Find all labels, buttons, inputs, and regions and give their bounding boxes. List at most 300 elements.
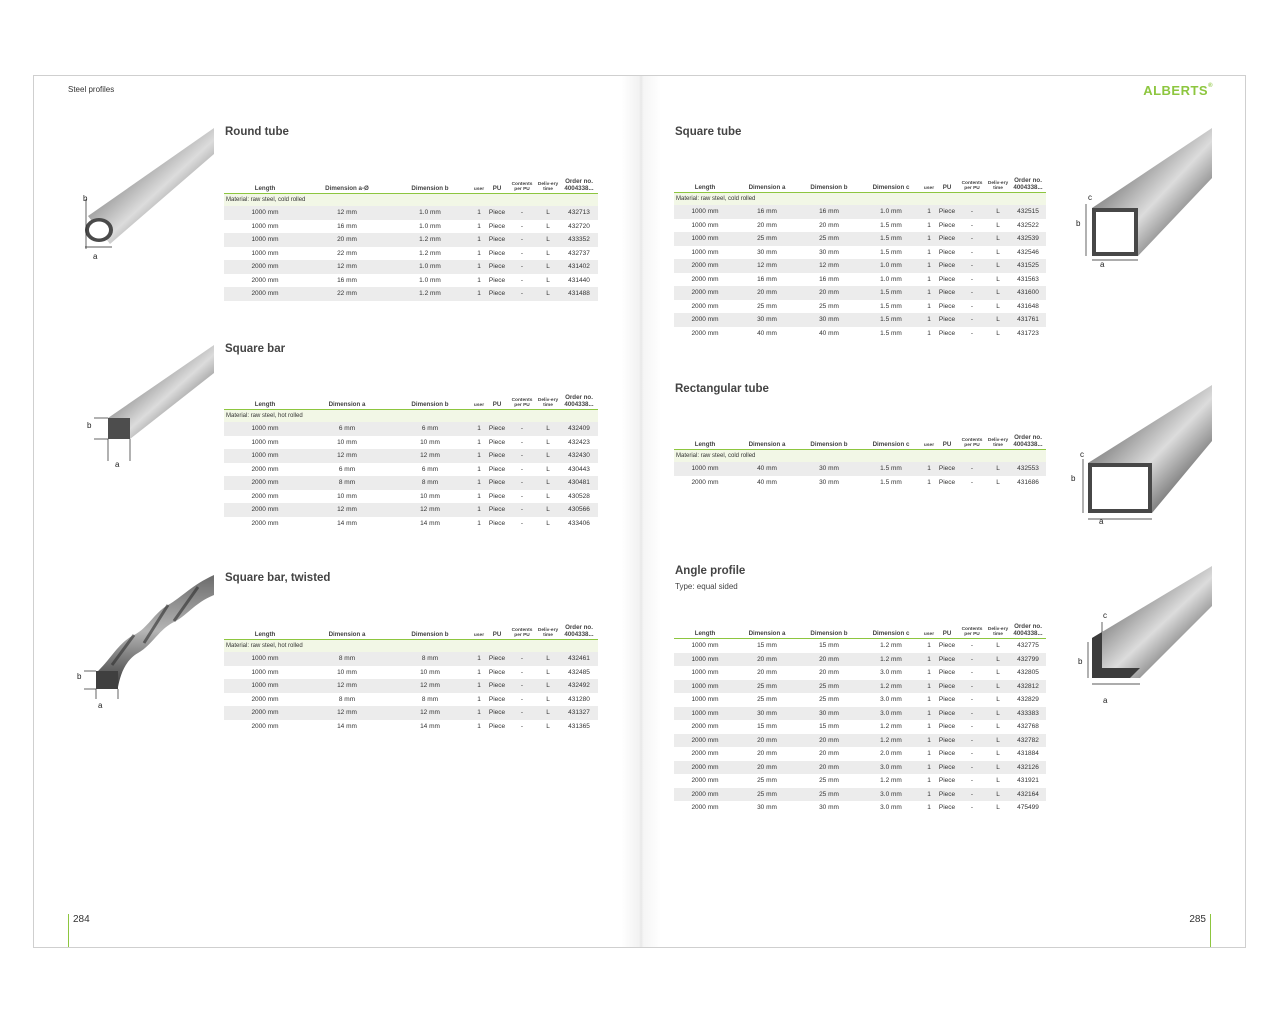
table-cell: 1	[922, 462, 936, 476]
table-cell: -	[508, 666, 536, 680]
square-tube-dim-a: a	[1100, 260, 1105, 269]
column-header-delivery: Deliv-ery time	[536, 179, 560, 194]
table-cell: L	[536, 679, 560, 693]
table-row	[224, 490, 598, 504]
table-cell: 12 mm	[798, 259, 860, 273]
table-cell: 1	[472, 449, 486, 463]
table-cell: Piece	[936, 761, 958, 775]
table-cell: 12 mm	[388, 679, 472, 693]
table-cell: -	[958, 327, 986, 341]
rectangular-tube-dim-b: b	[1071, 474, 1076, 483]
table-cell: 432782	[1010, 734, 1046, 748]
table-row	[674, 286, 1046, 300]
table-cell: L	[986, 205, 1010, 219]
table-cell: Piece	[486, 706, 508, 720]
table-cell: L	[536, 206, 560, 220]
table-cell: 1	[472, 247, 486, 261]
table-row	[224, 422, 598, 436]
table-cell: 1	[922, 219, 936, 233]
table-row	[674, 219, 1046, 233]
table-cell: -	[958, 653, 986, 667]
table-cell: -	[958, 734, 986, 748]
table-cell: 1000 mm	[674, 707, 736, 721]
table-cell: 2.0 mm	[860, 747, 922, 761]
table-cell: -	[958, 300, 986, 314]
table-cell: L	[986, 273, 1010, 287]
table-cell: 1.2 mm	[860, 653, 922, 667]
table-cell: L	[986, 232, 1010, 246]
table-cell: 1.0 mm	[860, 259, 922, 273]
table-cell: 1	[922, 653, 936, 667]
table-row	[224, 503, 598, 517]
table-cell: Piece	[486, 233, 508, 247]
table-cell: Piece	[936, 300, 958, 314]
round-tube-dim-b: b	[83, 194, 88, 203]
table-cell: 432713	[560, 206, 598, 220]
table-cell: 6 mm	[306, 422, 388, 436]
table-cell: 1	[922, 734, 936, 748]
table-cell: 30 mm	[736, 313, 798, 327]
table-row	[224, 260, 598, 274]
table-row	[674, 761, 1046, 775]
table-cell: Piece	[936, 707, 958, 721]
table-cell: 1	[922, 205, 936, 219]
rectangular-tube-dim-c: c	[1080, 450, 1084, 459]
table-cell: 1	[472, 652, 486, 666]
square-bar-table	[224, 395, 598, 530]
table-cell: Piece	[936, 219, 958, 233]
table-cell: Piece	[936, 680, 958, 694]
table-cell: Piece	[486, 503, 508, 517]
column-header-dim-a: Dimension a	[306, 395, 388, 410]
table-cell: -	[958, 788, 986, 802]
table-cell: 8 mm	[388, 652, 472, 666]
table-cell: 25 mm	[736, 680, 798, 694]
table-cell: -	[508, 503, 536, 517]
table-cell: -	[958, 313, 986, 327]
table-cell: 15 mm	[798, 639, 860, 653]
table-cell: 1	[922, 273, 936, 287]
table-cell: 433352	[560, 233, 598, 247]
table-cell: 12 mm	[736, 259, 798, 273]
table-cell: Piece	[936, 639, 958, 653]
table-cell: L	[986, 761, 1010, 775]
table-cell: 1	[922, 259, 936, 273]
table-cell: Piece	[936, 801, 958, 815]
square-tube-image	[1080, 126, 1214, 266]
table-cell: 14 mm	[388, 517, 472, 531]
rectangular-tube-table	[674, 435, 1046, 489]
table-cell: 22 mm	[306, 287, 388, 301]
table-cell: 432492	[560, 679, 598, 693]
column-header-dim-b: Dimension b	[388, 625, 472, 640]
table-cell: -	[508, 463, 536, 477]
column-header-length: Length	[224, 395, 306, 410]
table-row	[224, 693, 598, 707]
table-cell: 432768	[1010, 720, 1046, 734]
table-cell: Piece	[936, 286, 958, 300]
table-cell: L	[986, 300, 1010, 314]
table-cell: -	[508, 247, 536, 261]
table-cell: 30 mm	[798, 246, 860, 260]
table-cell: -	[958, 720, 986, 734]
table-cell: 431402	[560, 260, 598, 274]
table-cell: 25 mm	[736, 300, 798, 314]
table-cell: -	[508, 436, 536, 450]
table-cell: 1	[922, 246, 936, 260]
column-header-pu: PU	[936, 178, 958, 193]
table-cell: 2000 mm	[224, 706, 306, 720]
table-row	[674, 666, 1046, 680]
table-cell: 2000 mm	[224, 503, 306, 517]
table-cell: 431686	[1010, 476, 1046, 490]
table-cell: 432515	[1010, 205, 1046, 219]
table-cell: Piece	[936, 313, 958, 327]
table-cell: Piece	[486, 679, 508, 693]
table-cell: Piece	[936, 232, 958, 246]
column-header-pu: PU	[486, 179, 508, 194]
table-cell: L	[986, 639, 1010, 653]
table-cell: 1000 mm	[224, 206, 306, 220]
column-header-delivery: Deliv-ery time	[986, 435, 1010, 450]
table-cell: 1	[472, 422, 486, 436]
table-row	[224, 652, 598, 666]
table-cell: 1	[472, 206, 486, 220]
table-cell: 1.5 mm	[860, 286, 922, 300]
table-cell: 430566	[560, 503, 598, 517]
table-cell: 431280	[560, 693, 598, 707]
table-cell: 8 mm	[306, 476, 388, 490]
table-cell: 1	[922, 666, 936, 680]
table-cell: 16 mm	[306, 274, 388, 288]
table-cell: 1.2 mm	[860, 734, 922, 748]
table-cell: 2000 mm	[674, 720, 736, 734]
square-bar-title: Square bar	[225, 343, 286, 355]
table-row	[674, 788, 1046, 802]
table-cell: 1	[922, 300, 936, 314]
table-cell: Piece	[486, 720, 508, 734]
table-cell: L	[986, 219, 1010, 233]
table-cell: Piece	[936, 788, 958, 802]
table-cell: 432164	[1010, 788, 1046, 802]
table-cell: 1000 mm	[224, 422, 306, 436]
table-cell: -	[958, 693, 986, 707]
table-cell: 15 mm	[736, 720, 798, 734]
table-cell: 8 mm	[306, 652, 388, 666]
angle-profile-image	[1080, 566, 1214, 706]
column-header-pu: PU	[486, 625, 508, 640]
table-cell: 1	[472, 463, 486, 477]
table-cell: 12 mm	[306, 503, 388, 517]
table-cell: -	[958, 273, 986, 287]
table-cell: 1000 mm	[224, 652, 306, 666]
table-cell: L	[536, 220, 560, 234]
table-cell: L	[536, 490, 560, 504]
table-cell: 2000 mm	[224, 476, 306, 490]
table-cell: 1	[922, 747, 936, 761]
table-row	[674, 232, 1046, 246]
table-cell: -	[958, 462, 986, 476]
square-tube-material: Material: raw steel, cold rolled	[674, 193, 1046, 206]
table-cell: -	[508, 260, 536, 274]
table-cell: 30 mm	[798, 462, 860, 476]
table-cell: 1000 mm	[224, 436, 306, 450]
table-cell: 2000 mm	[674, 734, 736, 748]
table-cell: 431327	[560, 706, 598, 720]
table-cell: 1	[472, 666, 486, 680]
table-cell: Piece	[486, 666, 508, 680]
table-cell: 431884	[1010, 747, 1046, 761]
table-cell: 14 mm	[306, 517, 388, 531]
column-header-dim-b: Dimension b	[798, 178, 860, 193]
table-cell: 430443	[560, 463, 598, 477]
table-cell: 1.0 mm	[388, 220, 472, 234]
angle-profile-dim-a: a	[1103, 696, 1108, 705]
table-cell: 1000 mm	[224, 220, 306, 234]
table-cell: 20 mm	[736, 286, 798, 300]
table-cell: -	[508, 476, 536, 490]
table-cell: 3.0 mm	[860, 788, 922, 802]
table-cell: 3.0 mm	[860, 707, 922, 721]
table-cell: 1	[922, 693, 936, 707]
table-cell: 12 mm	[306, 706, 388, 720]
table-row	[674, 205, 1046, 219]
table-cell: 1000 mm	[224, 449, 306, 463]
table-cell: 1000 mm	[224, 233, 306, 247]
table-cell: 1.0 mm	[388, 206, 472, 220]
table-cell: 1	[472, 476, 486, 490]
table-cell: 20 mm	[736, 666, 798, 680]
column-header-order: Order no. 4004338...	[1010, 624, 1046, 639]
table-cell: 1000 mm	[674, 653, 736, 667]
table-cell: 1.5 mm	[860, 232, 922, 246]
table-row	[224, 247, 598, 261]
table-cell: 2000 mm	[674, 761, 736, 775]
table-cell: Piece	[936, 259, 958, 273]
table-cell: 431921	[1010, 774, 1046, 788]
table-cell: 10 mm	[388, 436, 472, 450]
table-cell: Piece	[486, 206, 508, 220]
table-cell: 1.2 mm	[860, 720, 922, 734]
table-cell: 1.0 mm	[860, 273, 922, 287]
column-header-unit: user	[472, 395, 486, 410]
square-bar-dim-b: b	[87, 421, 92, 430]
table-row	[674, 246, 1046, 260]
table-cell: 1	[472, 287, 486, 301]
rectangular-tube-dim-a: a	[1099, 517, 1104, 526]
table-cell: L	[986, 286, 1010, 300]
table-cell: 432546	[1010, 246, 1046, 260]
table-cell: 431723	[1010, 327, 1046, 341]
table-row	[674, 734, 1046, 748]
table-row	[674, 693, 1046, 707]
table-cell: 25 mm	[798, 788, 860, 802]
table-cell: 15 mm	[798, 720, 860, 734]
table-cell: 1000 mm	[674, 693, 736, 707]
table-cell: 8 mm	[388, 693, 472, 707]
table-cell: 2000 mm	[674, 788, 736, 802]
table-cell: 432805	[1010, 666, 1046, 680]
table-cell: 2000 mm	[674, 300, 736, 314]
table-row	[674, 300, 1046, 314]
table-cell: 3.0 mm	[860, 666, 922, 680]
table-cell: L	[986, 707, 1010, 721]
table-cell: -	[958, 680, 986, 694]
column-header-dim-c: Dimension c	[860, 624, 922, 639]
column-header-order: Order no. 4004338...	[560, 179, 598, 194]
round-tube-dim-a: a	[93, 252, 98, 261]
column-header-order: Order no. 4004338...	[560, 395, 598, 410]
table-cell: 1.2 mm	[388, 247, 472, 261]
table-cell: 431440	[560, 274, 598, 288]
table-cell: Piece	[936, 205, 958, 219]
table-cell: 1	[472, 679, 486, 693]
table-row	[674, 639, 1046, 653]
round-tube-title: Round tube	[225, 126, 289, 138]
table-cell: 1	[472, 274, 486, 288]
column-header-length: Length	[674, 624, 736, 639]
table-cell: -	[958, 246, 986, 260]
table-cell: -	[508, 720, 536, 734]
round-tube-image	[82, 126, 217, 266]
table-cell: 20 mm	[736, 653, 798, 667]
table-cell: L	[536, 463, 560, 477]
table-cell: 12 mm	[388, 503, 472, 517]
table-cell: 16 mm	[736, 205, 798, 219]
table-cell: 30 mm	[736, 707, 798, 721]
page-number-left: 284	[68, 914, 94, 947]
table-cell: 40 mm	[798, 327, 860, 341]
table-cell: 25 mm	[736, 693, 798, 707]
table-cell: L	[986, 313, 1010, 327]
table-row	[674, 707, 1046, 721]
table-cell: Piece	[486, 247, 508, 261]
square-bar-twisted-image	[82, 573, 216, 707]
round-tube-table	[224, 179, 598, 301]
table-cell: Piece	[486, 220, 508, 234]
square-bar-material: Material: raw steel, hot rolled	[224, 410, 598, 423]
table-row	[674, 653, 1046, 667]
table-row	[674, 774, 1046, 788]
table-cell: -	[508, 449, 536, 463]
table-cell: 1	[472, 517, 486, 531]
table-cell: L	[986, 680, 1010, 694]
table-cell: 430481	[560, 476, 598, 490]
table-cell: 30 mm	[798, 707, 860, 721]
table-cell: 2000 mm	[674, 476, 736, 490]
table-cell: 1000 mm	[224, 247, 306, 261]
column-header-contents: Contents per PU	[958, 435, 986, 450]
angle-profile-dim-b: b	[1078, 657, 1083, 666]
table-row	[674, 801, 1046, 815]
rectangular-tube-material: Material: raw steel, cold rolled	[674, 450, 1046, 463]
column-header-dim-a: Dimension a	[736, 435, 798, 450]
table-cell: 22 mm	[306, 247, 388, 261]
table-cell: 1.2 mm	[860, 639, 922, 653]
column-header-order: Order no. 4004338...	[1010, 178, 1046, 193]
table-cell: 431761	[1010, 313, 1046, 327]
square-bar-twisted-table	[224, 625, 598, 733]
table-cell: -	[958, 259, 986, 273]
table-cell: 1000 mm	[674, 462, 736, 476]
table-cell: 1.0 mm	[388, 260, 472, 274]
table-cell: 2000 mm	[674, 286, 736, 300]
table-cell: 1	[922, 639, 936, 653]
table-cell: 25 mm	[798, 693, 860, 707]
table-row	[224, 206, 598, 220]
column-header-contents: Contents per PU	[508, 625, 536, 640]
table-cell: -	[958, 286, 986, 300]
table-cell: 432485	[560, 666, 598, 680]
column-header-unit: user	[922, 178, 936, 193]
catalog-spread	[33, 75, 1246, 948]
table-cell: L	[536, 476, 560, 490]
table-cell: -	[508, 693, 536, 707]
table-cell: L	[986, 693, 1010, 707]
table-cell: -	[958, 219, 986, 233]
table-cell: 432812	[1010, 680, 1046, 694]
running-title: Steel profiles	[68, 85, 115, 94]
table-cell: 25 mm	[798, 774, 860, 788]
table-cell: 1.2 mm	[388, 233, 472, 247]
table-cell: 1	[472, 720, 486, 734]
table-cell: 1000 mm	[674, 639, 736, 653]
table-cell: 432430	[560, 449, 598, 463]
table-row	[674, 259, 1046, 273]
column-header-delivery: Deliv-ery time	[536, 395, 560, 410]
table-cell: 430528	[560, 490, 598, 504]
table-cell: 25 mm	[736, 774, 798, 788]
column-header-unit: user	[472, 625, 486, 640]
table-row	[674, 462, 1046, 476]
table-cell: -	[508, 233, 536, 247]
square-tube-dim-b: b	[1076, 219, 1081, 228]
table-cell: 25 mm	[736, 232, 798, 246]
table-cell: -	[958, 639, 986, 653]
table-cell: 20 mm	[306, 233, 388, 247]
table-cell: 25 mm	[798, 300, 860, 314]
table-row	[224, 274, 598, 288]
square-bar-image	[90, 343, 216, 463]
square-bar-twisted-material: Material: raw steel, hot rolled	[224, 640, 598, 653]
table-cell: 432720	[560, 220, 598, 234]
table-cell: 10 mm	[388, 666, 472, 680]
table-cell: 433406	[560, 517, 598, 531]
table-cell: 1	[472, 706, 486, 720]
table-cell: 1	[472, 693, 486, 707]
table-cell: 1000 mm	[674, 666, 736, 680]
table-cell: L	[986, 246, 1010, 260]
table-cell: 1.5 mm	[860, 246, 922, 260]
table-cell: 432423	[560, 436, 598, 450]
table-cell: 40 mm	[736, 476, 798, 490]
table-cell: 432737	[560, 247, 598, 261]
table-cell: 431488	[560, 287, 598, 301]
table-cell: -	[508, 490, 536, 504]
table-cell: 1000 mm	[674, 205, 736, 219]
column-header-unit: user	[922, 435, 936, 450]
table-cell: -	[958, 666, 986, 680]
table-cell: 1	[472, 233, 486, 247]
table-row	[224, 666, 598, 680]
table-cell: 2000 mm	[224, 287, 306, 301]
table-cell: L	[986, 666, 1010, 680]
square-tube-table	[674, 178, 1046, 340]
table-cell: 2000 mm	[674, 259, 736, 273]
table-cell: 20 mm	[736, 734, 798, 748]
table-cell: L	[986, 462, 1010, 476]
table-cell: L	[986, 747, 1010, 761]
